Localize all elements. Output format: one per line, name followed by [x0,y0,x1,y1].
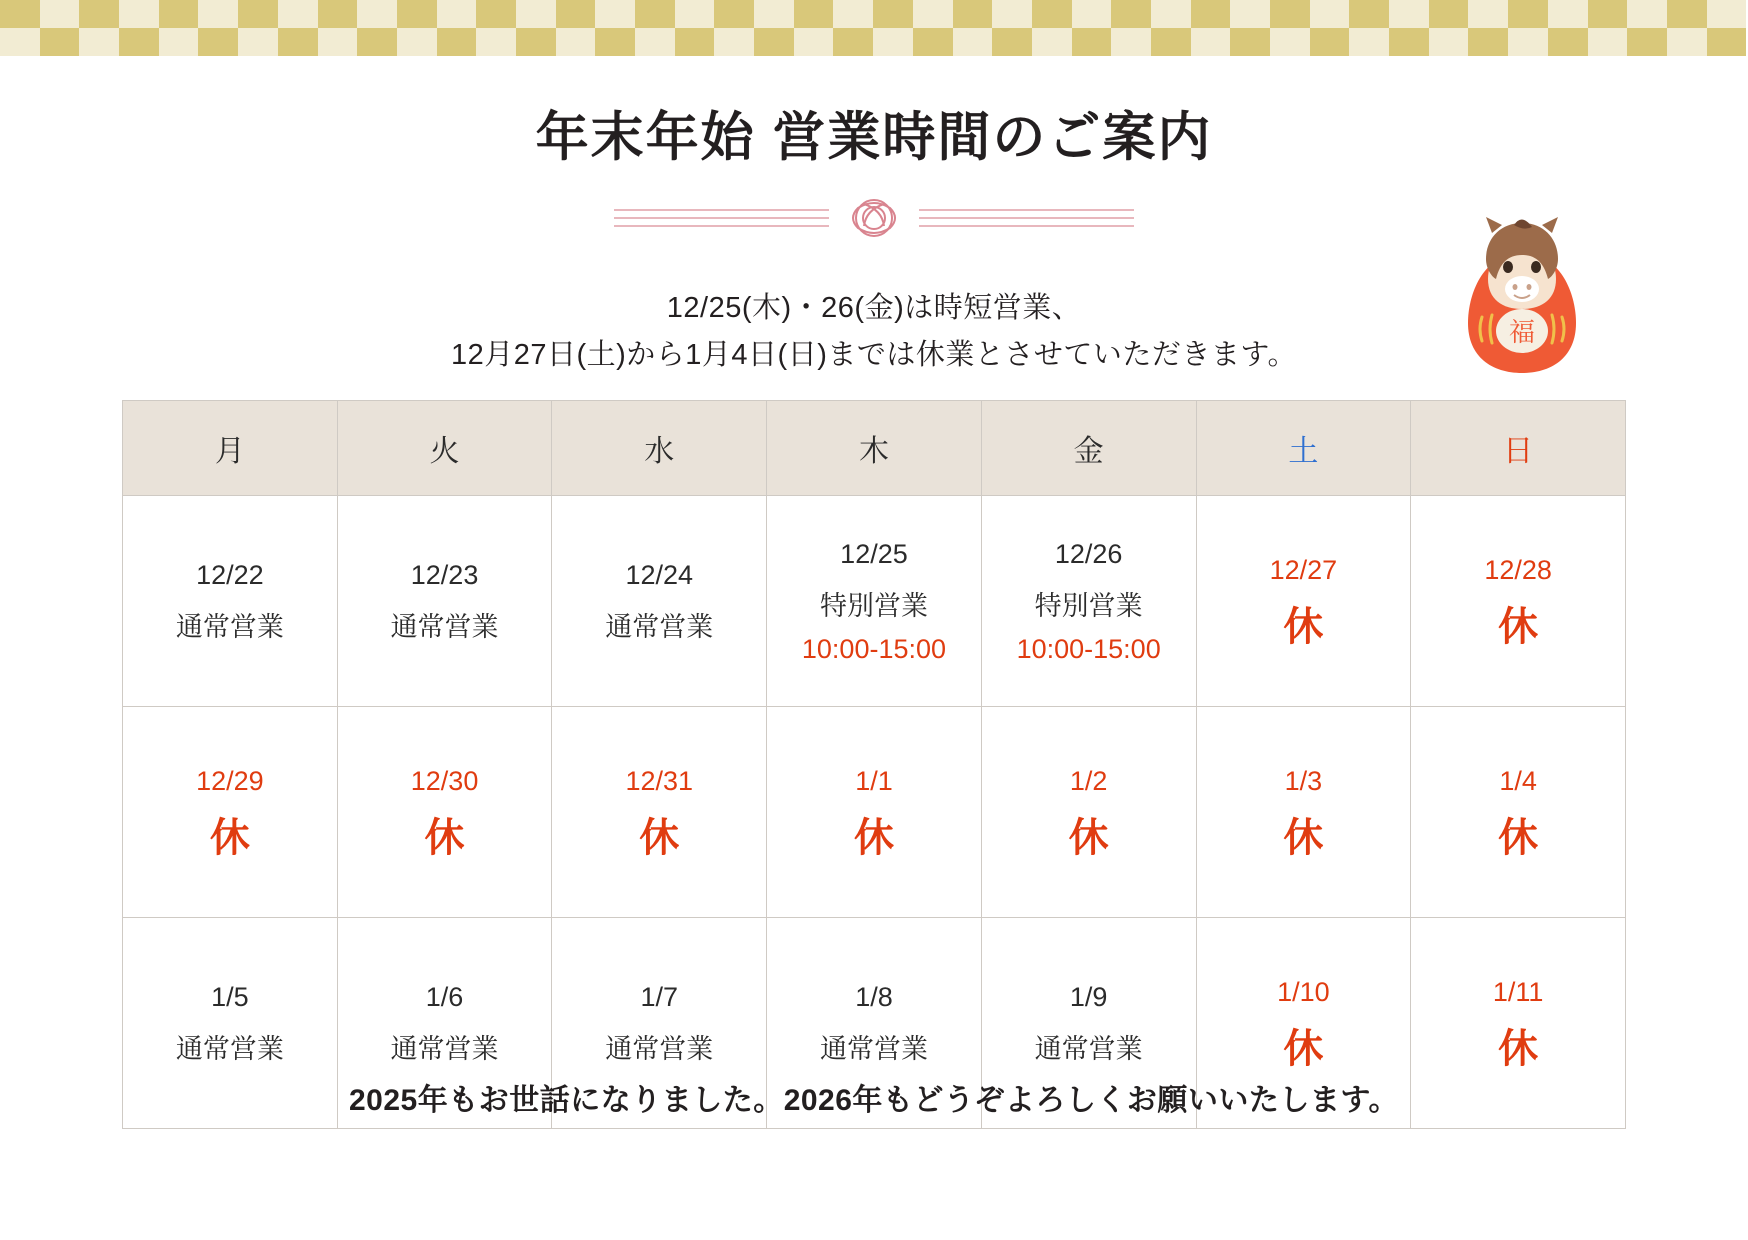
checker-cell [1111,0,1151,28]
table-row [123,707,1626,918]
weekday-header-1: 月 [123,401,338,496]
checker-cell [953,0,993,28]
checker-cell [357,28,397,56]
checker-cell [159,0,199,28]
checker-cell [1032,0,1072,28]
day-cell [1411,707,1626,918]
mizuhiki-divider [614,196,1134,240]
checkered-top-band [0,0,1748,56]
checkered-row-top [0,0,1748,28]
day-date: 1/8 [855,981,893,1012]
checker-cell [635,28,675,56]
day-date: 1/9 [1069,981,1108,1012]
day-status: 通常営業 [390,612,499,642]
checker-cell [318,28,358,56]
checker-cell [1191,28,1231,56]
checker-cell [159,28,199,56]
checker-cell [40,0,80,28]
closed-badge: 休 [1283,1027,1324,1072]
checker-cell [1310,0,1350,28]
weekday-header-3: 水 [552,401,767,496]
day-status: 通常営業 [175,612,284,642]
closed-badge: 休 [209,816,250,861]
checker-cell [556,0,596,28]
closed-badge: 休 [1283,816,1324,861]
schedule-table [122,400,1626,1129]
page-title: 年末年始 営業時間のご案内 [535,108,1213,167]
checker-cell [754,28,794,56]
day-cell [123,707,338,918]
checker-cell [476,0,516,28]
day-date: 1/2 [1069,765,1108,796]
notice-line-2: 12月27日(土)から1月4日(日)までは休業とさせていただきます。 [450,338,1298,371]
checker-cell [794,0,834,28]
checker-cell [1548,28,1588,56]
closed-badge: 休 [639,816,680,861]
closed-badge: 休 [1498,1027,1539,1072]
checker-cell [675,0,715,28]
closed-badge: 休 [424,816,465,861]
checker-cell [1270,28,1310,56]
checker-cell [1588,28,1628,56]
checker-cell [635,0,675,28]
day-cell [981,496,1196,707]
checker-cell [1667,28,1707,56]
checker-cell [0,28,40,56]
weekday-header-2: 火 [337,401,552,496]
checker-cell [1349,0,1389,28]
checker-cell [873,0,913,28]
notice-line-1: 12/25(木)・26(金)は時短営業、 [666,292,1082,324]
checker-cell [1151,28,1191,56]
checker-cell [833,28,873,56]
checker-cell [833,0,873,28]
day-cell [1196,707,1411,918]
day-date: 12/30 [410,765,479,796]
day-cell [552,496,767,707]
checker-cell [397,28,437,56]
table-row [123,496,1626,707]
closed-badge: 休 [1068,816,1109,861]
weekday-header-6: 土 [1196,401,1411,496]
checker-cell [1072,0,1112,28]
checker-cell [1111,28,1151,56]
checker-cell [714,0,754,28]
checker-cell [1389,0,1429,28]
checker-cell [278,28,318,56]
day-cell [1411,496,1626,707]
day-cell [981,707,1196,918]
day-date: 1/7 [640,981,679,1012]
day-status: 特別営業 [1034,591,1143,622]
day-date: 12/29 [196,765,264,796]
daruma-fuku-label: 福 [1508,317,1536,347]
checker-cell [0,0,40,28]
table-header-row [123,401,1626,496]
checker-cell [595,0,635,28]
checker-cell [516,0,556,28]
day-cell [767,707,982,918]
day-date: 12/27 [1269,554,1338,585]
checker-cell [1468,0,1508,28]
mizuhiki-knot-icon [614,196,1134,240]
checker-cell [1230,0,1270,28]
day-date: 12/22 [196,559,264,590]
table-body [123,496,1626,1129]
checker-cell [278,0,318,28]
day-date: 12/25 [840,538,908,569]
checker-cell [953,28,993,56]
checker-cell [198,28,238,56]
checker-cell [437,0,477,28]
day-date: 12/23 [410,559,479,590]
checker-cell [754,0,794,28]
checker-cell [1191,0,1231,28]
checker-cell [1429,0,1469,28]
weekday-header-4: 木 [767,401,982,496]
day-date: 12/24 [625,559,694,590]
day-date: 1/11 [1492,976,1544,1007]
daruma-horse-icon [1452,205,1592,380]
day-cell [123,496,338,707]
checker-cell [595,28,635,56]
checker-cell [1588,0,1628,28]
closed-badge: 休 [1283,605,1324,650]
checker-cell [1072,28,1112,56]
checker-cell [913,0,953,28]
checker-cell [318,0,358,28]
day-status: 特別営業 [819,591,928,622]
day-hours: 10:00-15:00 [801,633,947,664]
checker-cell [1627,28,1667,56]
day-date: 1/5 [211,981,249,1012]
checker-cell [238,0,278,28]
checker-cell [437,28,477,56]
checker-cell [1032,28,1072,56]
checker-cell [1270,0,1310,28]
checker-cell [1667,0,1707,28]
day-hours: 10:00-15:00 [1016,633,1161,664]
checker-cell [1349,28,1389,56]
checker-cell [556,28,596,56]
day-status: 通常営業 [175,1034,284,1064]
day-cell [337,496,552,707]
checkered-row-bottom [0,28,1748,56]
day-date: 1/6 [425,981,464,1012]
checker-cell [714,28,754,56]
checker-cell [913,28,953,56]
checker-cell [1508,28,1548,56]
footer-message: 2025年もお世話になりました。2026年もどうぞよろしくお願いいたします。 [348,1084,1400,1117]
day-cell [552,707,767,918]
checker-cell [119,28,159,56]
day-status: 通常営業 [605,1034,714,1064]
day-status: 通常営業 [1034,1034,1143,1064]
day-date: 12/28 [1484,554,1552,585]
checker-cell [1707,28,1747,56]
closed-badge: 休 [1498,816,1539,861]
checker-cell [476,28,516,56]
checker-cell [1627,0,1667,28]
day-cell [1196,496,1411,707]
closed-badge: 休 [1498,605,1539,650]
checker-cell [873,28,913,56]
checker-cell [1508,0,1548,28]
checker-cell [1310,28,1350,56]
day-date: 12/31 [625,765,694,796]
checker-cell [794,28,834,56]
day-date: 1/4 [1499,765,1537,796]
checker-cell [1429,28,1469,56]
closed-badge: 休 [853,816,894,861]
day-status: 通常営業 [390,1034,499,1064]
checker-cell [516,28,556,56]
checker-cell [675,28,715,56]
checker-cell [198,0,238,28]
day-date: 12/26 [1054,538,1123,569]
day-status: 通常営業 [819,1034,928,1064]
weekday-header-7: 日 [1411,401,1626,496]
day-date: 1/1 [855,765,893,796]
checker-cell [1151,0,1191,28]
checker-cell [1230,28,1270,56]
checker-cell [1468,28,1508,56]
day-cell [337,707,552,918]
checker-cell [1389,28,1429,56]
checker-cell [357,0,397,28]
day-date: 1/3 [1284,765,1323,796]
day-cell [767,496,982,707]
checker-cell [79,0,119,28]
day-status: 通常営業 [605,612,714,642]
checker-cell [1548,0,1588,28]
checker-cell [119,0,159,28]
checker-cell [79,28,119,56]
checker-cell [992,0,1032,28]
checker-cell [238,28,278,56]
checker-cell [1707,0,1747,28]
checker-cell [992,28,1032,56]
weekday-header-5: 金 [981,401,1196,496]
checker-cell [40,28,80,56]
checker-cell [397,0,437,28]
day-date: 1/10 [1277,976,1330,1007]
